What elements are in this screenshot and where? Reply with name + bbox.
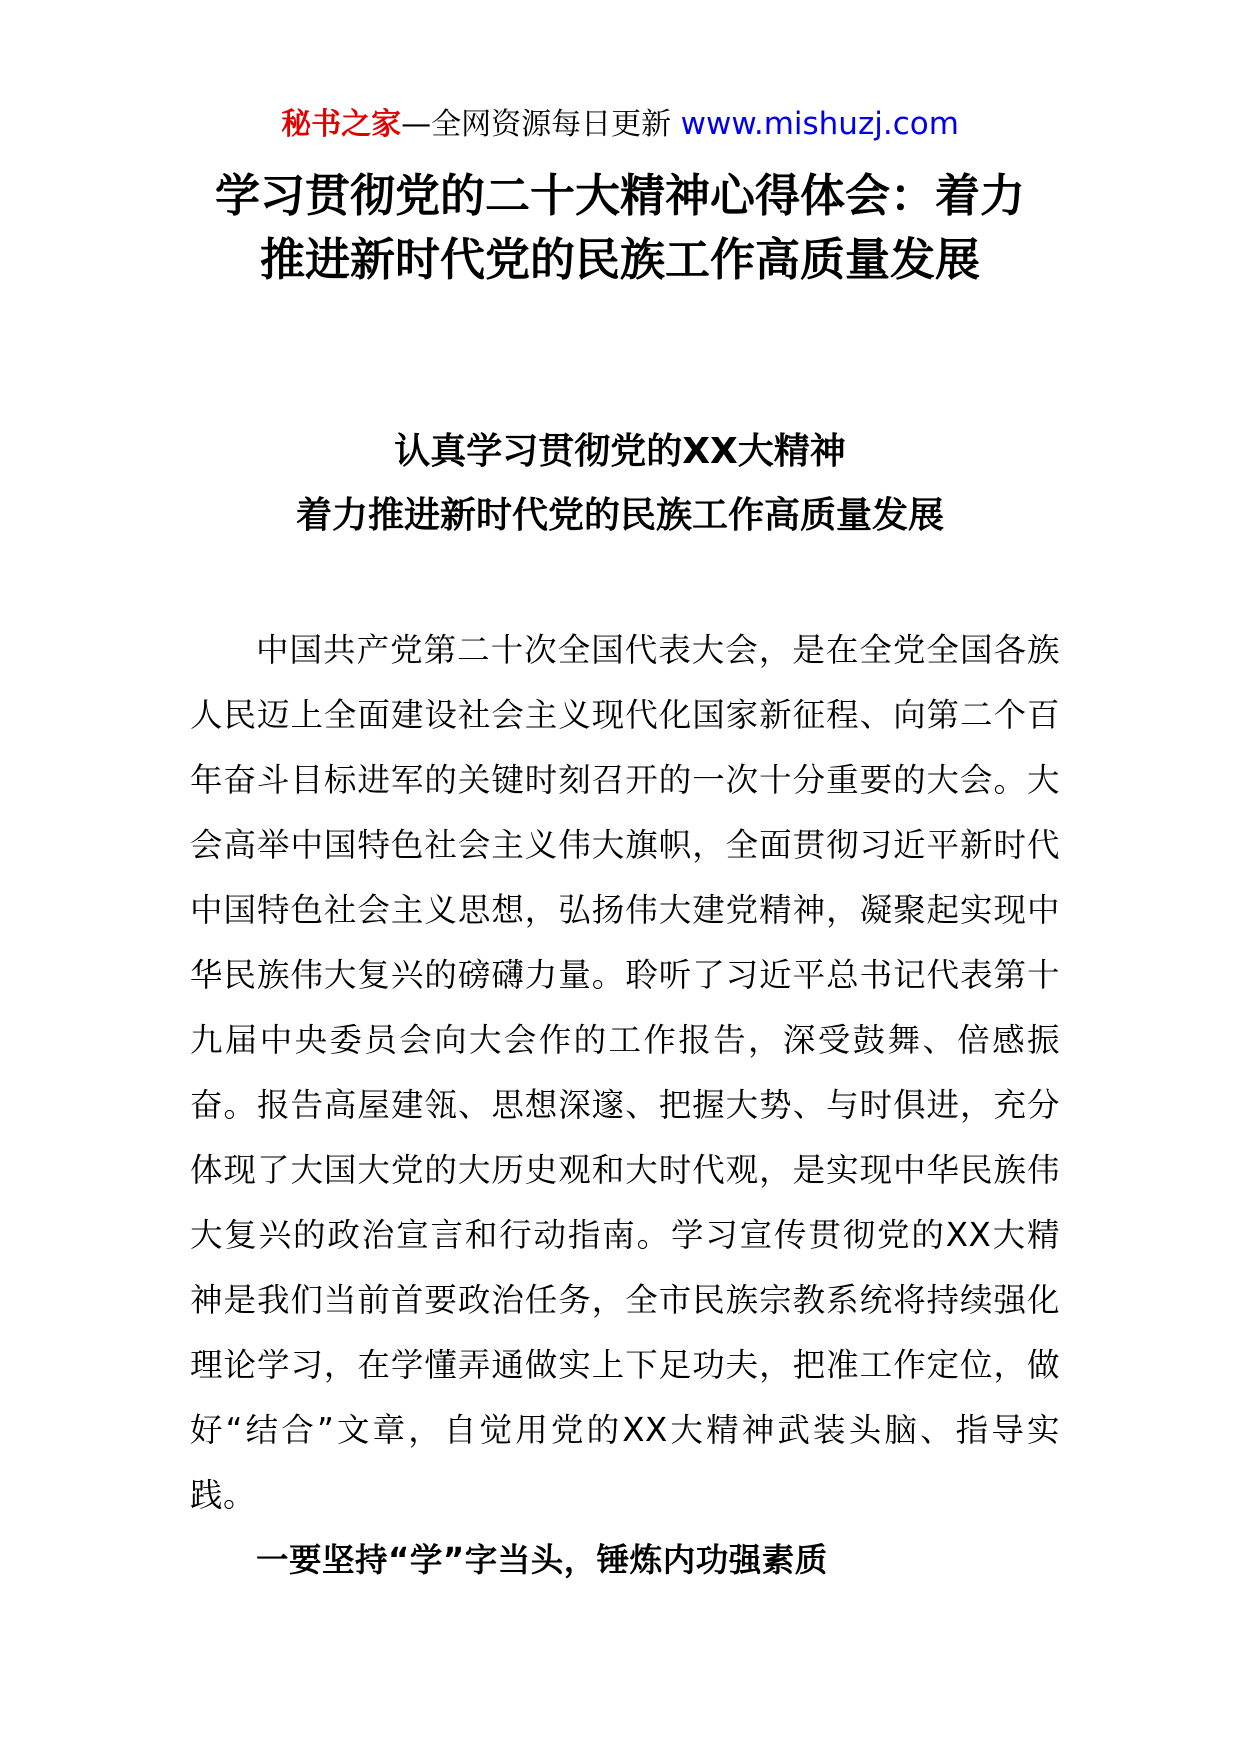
site-url-link[interactable]: www.mishuzj.com	[680, 106, 959, 142]
document-title-line-1: 学习贯彻党的二十大精神心得体会：着力	[214, 169, 1025, 222]
header-slogan: —全网资源每日更新	[401, 107, 681, 142]
document-subtitle-line-2: 着力推进新时代党的民族工作高质量发展	[295, 495, 944, 536]
document-title	[0, 164, 1240, 292]
site-header	[0, 104, 1240, 145]
section-heading: 一要坚持“学”字当头，锤炼内功强素质	[256, 1541, 828, 1579]
body-paragraph: 中国共产党第二十次全国代表大会，是在全党全国各族人民迈上全面建设社会主义现代化国家新征程、向第二个百年奋斗目标进军的关键时刻召开的一次十分重要的大会。大会高举中国特色社会主义伟大旗帜，全面贯彻习近平新时代中国特色社会主义思想，弘扬伟大建党精神，凝聚起实现中华民族伟大复兴的磅礴力量。聆听了习近平总书记代表第十九届中央委员会向大会作的工作报告，深受鼓舞、倍感振奋。报告高屋建瓴、思想深邃、把握大势、与时俱进，充分体现了大国大党的大历史观和大时代观，是实现中华民族伟大复兴的政治宣言和行动指南。学习宣传贯彻党的XX大精神是我们当前首要政治任务，全市民族宗教系统将持续强化理论学习，在学懂弄通做实上下足功夫，把准工作定位，做好“结合”文章，自觉用党的XX大精神武装头脑、指导实践。	[190, 631, 1060, 1514]
brand-name: 秘书之家	[281, 107, 402, 142]
document-title-line-2: 推进新时代党的民族工作高质量发展	[259, 233, 980, 286]
document-subtitle	[0, 420, 1240, 548]
document-subtitle-line-1: 认真学习贯彻党的XX大精神	[394, 431, 846, 472]
